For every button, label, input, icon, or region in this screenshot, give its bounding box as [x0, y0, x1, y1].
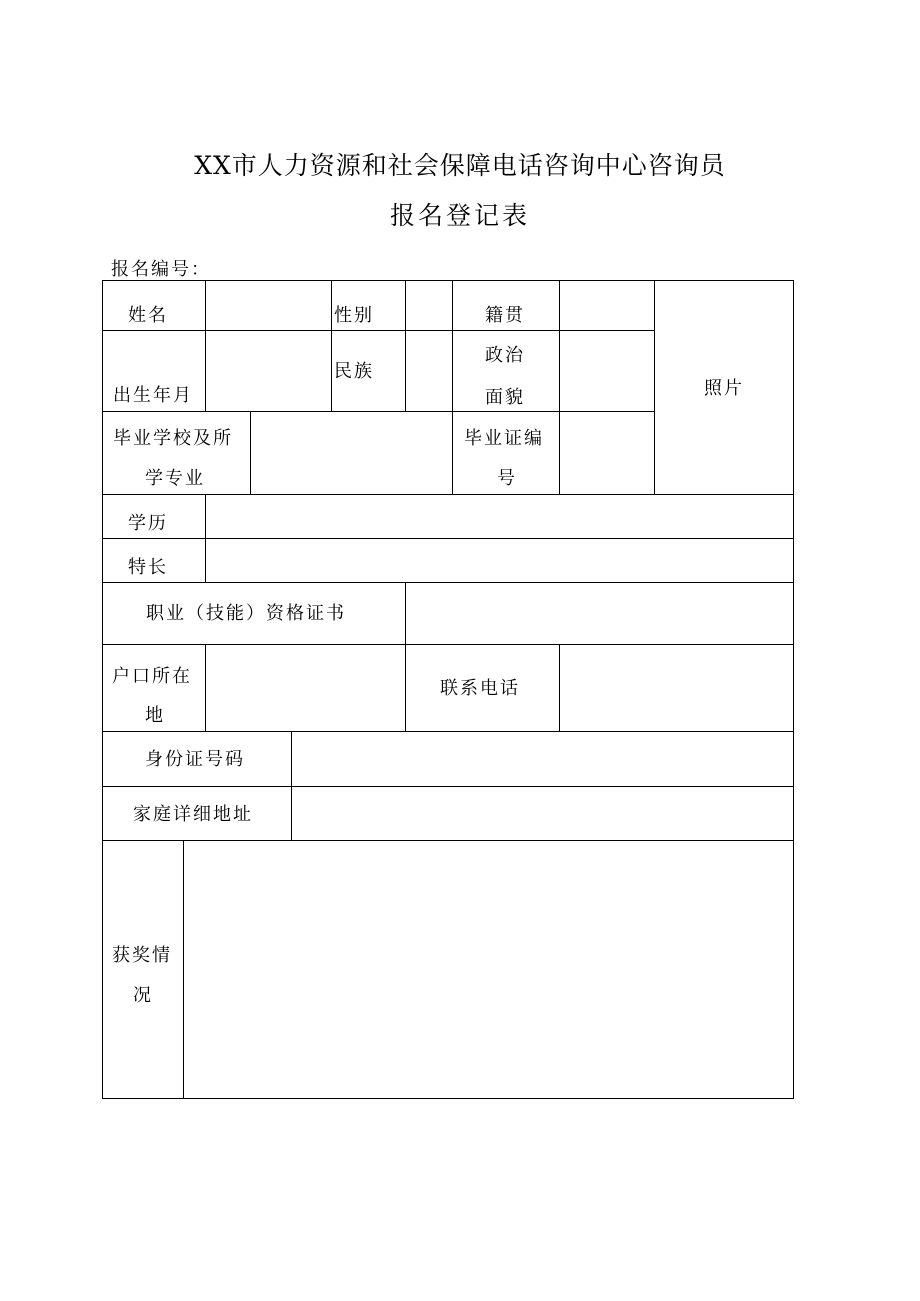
registration-number-label: 报名编号：	[111, 259, 211, 280]
name-field[interactable]	[206, 281, 331, 330]
label-school-major-line1: 毕业学校及所	[113, 428, 233, 449]
label-native-place: 籍贯	[485, 305, 525, 326]
label-political-status-line2: 面貌	[485, 387, 525, 408]
school-major-field[interactable]	[251, 412, 452, 494]
contact-phone-field[interactable]	[560, 645, 793, 731]
label-name: 姓名	[128, 305, 168, 326]
label-awards-line1: 获奖情	[112, 945, 172, 966]
label-diploma-number-line2: 号	[497, 468, 517, 489]
label-ethnicity: 民族	[334, 361, 374, 382]
diploma-number-field[interactable]	[560, 412, 654, 494]
label-contact-phone: 联系电话	[440, 678, 520, 699]
label-birth-date: 出生年月	[113, 385, 193, 406]
label-education: 学历	[128, 513, 168, 534]
label-hukou-location-line1: 户口所在	[112, 666, 192, 687]
label-id-number: 身份证号码	[145, 749, 245, 770]
label-diploma-number-line1: 毕业证编	[464, 428, 544, 449]
label-hukou-location-line2: 地	[145, 705, 165, 726]
specialty-field[interactable]	[206, 539, 793, 582]
label-awards-line2: 况	[133, 985, 153, 1006]
home-address-field[interactable]	[292, 787, 793, 840]
education-field[interactable]	[206, 495, 793, 538]
label-home-address: 家庭详细地址	[133, 804, 253, 825]
label-gender: 性别	[334, 305, 374, 326]
political-status-field[interactable]	[560, 331, 654, 411]
birth-date-field[interactable]	[206, 331, 331, 411]
hukou-location-field[interactable]	[206, 645, 405, 731]
id-number-field[interactable]	[292, 732, 793, 786]
photo-box[interactable]	[655, 281, 793, 494]
document-title-line1: XX市人力资源和社会保障电话咨询中心咨询员	[194, 151, 726, 180]
label-qualification-certificate: 职业（技能）资格证书	[146, 603, 346, 624]
document-title-line2: 报名登记表	[389, 201, 530, 230]
qualification-field[interactable]	[406, 583, 793, 644]
native-place-field[interactable]	[560, 281, 654, 330]
ethnicity-field[interactable]	[406, 331, 452, 411]
gender-field[interactable]	[406, 281, 452, 330]
label-school-major-line2: 学专业	[145, 468, 205, 489]
awards-field[interactable]	[184, 841, 793, 1098]
label-political-status-line1: 政治	[485, 345, 525, 366]
label-photo: 照片	[704, 378, 744, 399]
label-specialty: 特长	[128, 557, 168, 578]
